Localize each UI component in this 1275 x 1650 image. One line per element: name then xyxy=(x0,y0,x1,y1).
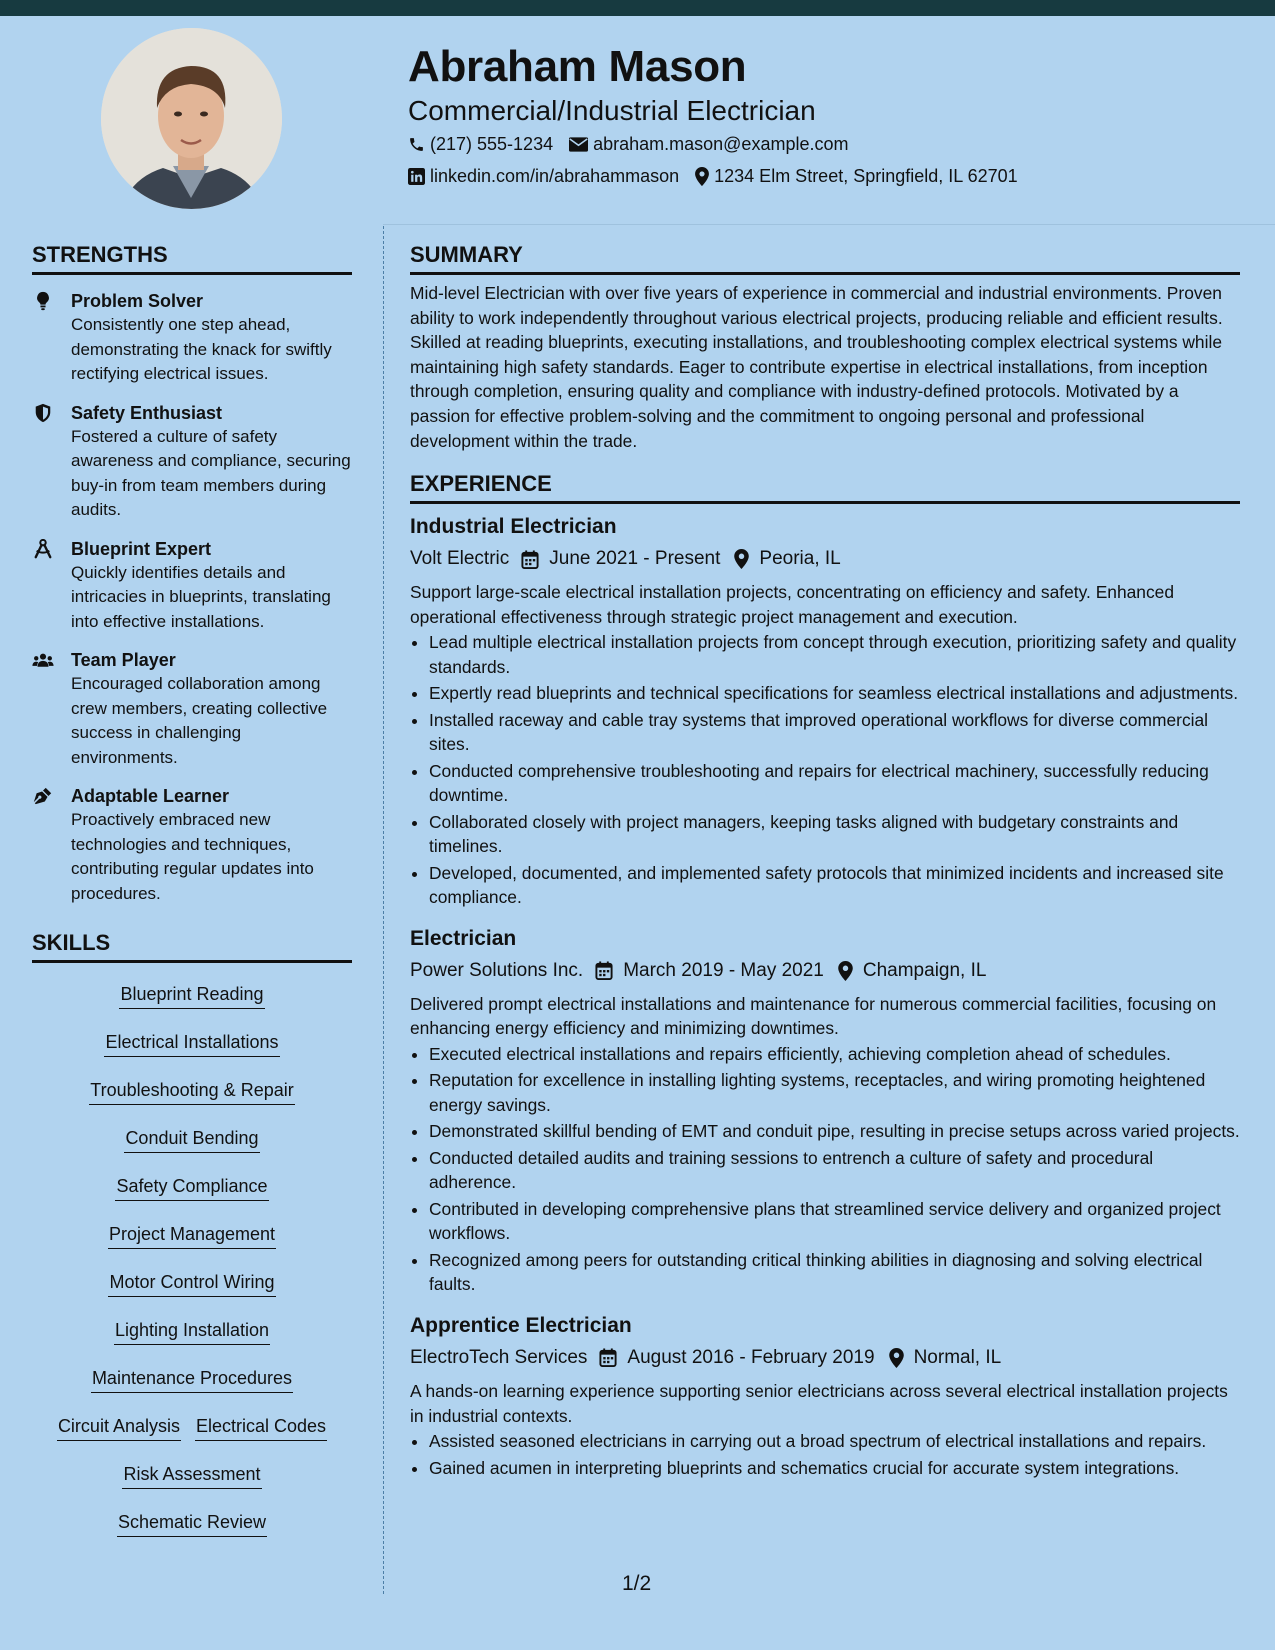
strength-title: Safety Enthusiast xyxy=(71,402,223,423)
profile-photo xyxy=(101,28,282,209)
strength-desc: Proactively embraced new technologies and techniques, contributing regular updates into procedures. xyxy=(71,810,314,903)
strength-desc: Fostered a culture of safety awareness and compliance, securing buy-in from team members during audits. xyxy=(71,426,351,519)
bullet-item: • Assisted seasoned electricians in carrying out a broad spectrum of electrical installations and repairs. xyxy=(429,1429,1240,1454)
bullet-item: • Conducted comprehensive troubleshooting and repairs for electrical machinery, successfully reducing downtime. xyxy=(429,759,1240,808)
strength-title: Problem Solver xyxy=(71,291,204,311)
strength-desc: Encouraged collaboration among crew members, creating collective success in challenging environments. xyxy=(71,674,328,767)
strength-desc: Quickly identifies details and intricacies in blueprints, translating into effective installations. xyxy=(71,562,331,631)
job-description: A hands-on learning experience supporting senior electricians across several electrical installation projects in industrial contexts. xyxy=(410,1380,1228,1426)
skill-tag: Conduit Bending xyxy=(124,1125,259,1153)
skills-heading: SKILLS xyxy=(32,930,352,963)
job-bullets xyxy=(410,1042,1240,1297)
envelope-icon xyxy=(569,137,588,152)
compass-drafting-icon xyxy=(32,539,54,559)
skills-list xyxy=(32,973,352,1549)
job-company: Power Solutions Inc. xyxy=(410,959,584,981)
summary-text: Mid-level Electrician with over five years of experience in commercial and industrial environments. Proven ability to work independently throughout various electrical projects, producing reliable and efficient results. Skilled at reading blueprints, executing installations, and troubleshooting complex electrical systems while maintaining high safety standards. Eager to contribute expertise in electrical installations, from inception through completion, ensuring quality and compliance with industry-defined protocols. Motivated by a passion for effective problem-solving and the commitment to ongoing personal and professional development within the trade. xyxy=(410,283,1223,451)
skill-tag: Safety Compliance xyxy=(115,1173,268,1201)
job-dates: March 2019 - May 2021 xyxy=(623,959,824,981)
map-pin-icon xyxy=(889,1348,904,1368)
job-entry xyxy=(410,1311,1240,1480)
strength-title: Adaptable Learner xyxy=(71,786,230,806)
email-item xyxy=(569,134,848,155)
phone-item xyxy=(408,134,553,155)
linkedin-item xyxy=(408,166,679,187)
bullet-item: • Conducted detailed audits and training sessions to entrench a culture of safety and procedural adherence. xyxy=(429,1146,1240,1195)
skill-tag: Lighting Installation xyxy=(114,1317,270,1345)
job-entry xyxy=(410,512,1240,910)
skill-tag: Schematic Review xyxy=(117,1509,267,1537)
left-column xyxy=(32,242,352,1549)
candidate-name: Abraham Mason xyxy=(408,42,747,91)
skill-tag: Motor Control Wiring xyxy=(108,1269,275,1297)
job-meta xyxy=(410,1343,1240,1373)
summary-heading: SUMMARY xyxy=(410,242,1240,275)
strength-title: Team Player xyxy=(71,650,176,670)
skill-tag: Project Management xyxy=(108,1221,276,1249)
experience-heading: EXPERIENCE xyxy=(410,471,1240,504)
users-icon xyxy=(32,650,54,670)
strength-desc: Consistently one step ahead, demonstrating the knack for swiftly rectifying electrical issues. xyxy=(71,315,332,383)
job-meta xyxy=(410,956,1240,986)
job-dates: June 2021 - Present xyxy=(549,548,721,570)
bullet-item: • Reputation for excellence in installing lighting systems, receptacles, and wiring promoting heightened energy savings. xyxy=(429,1068,1240,1117)
lightbulb-icon xyxy=(32,291,54,311)
job-company: ElectroTech Services xyxy=(410,1346,588,1368)
strengths-heading: STRENGTHS xyxy=(32,242,352,275)
bullet-item: • Gained acumen in interpreting blueprints and schematics crucial for accurate system integrations. xyxy=(429,1456,1240,1481)
email-link[interactable]: abraham.mason@example.com xyxy=(593,134,849,154)
job-meta xyxy=(410,544,1240,574)
bullet-item: • Executed electrical installations and repairs efficiently, achieving completion ahead of schedules. xyxy=(429,1042,1240,1067)
bullet-item: • Installed raceway and cable tray systems that improved operational workflows for diverse commercial sites. xyxy=(429,708,1240,757)
phone-number: (217) 555-1234 xyxy=(430,134,554,154)
skill-tag: Risk Assessment xyxy=(122,1461,261,1489)
strength-item xyxy=(32,648,352,770)
contact-row-2 xyxy=(408,166,1034,187)
address-text: 1234 Elm Street, Springfield, IL 62701 xyxy=(714,166,1018,186)
job-bullets xyxy=(410,1429,1240,1480)
job-company: Volt Electric xyxy=(410,548,510,570)
strength-item xyxy=(32,401,352,523)
map-pin-icon xyxy=(695,167,709,186)
bullet-item: • Demonstrated skillful bending of EMT and conduit pipe, resulting in precise setups across varied projects. xyxy=(429,1119,1240,1144)
job-location: Normal, IL xyxy=(913,1346,1002,1368)
job-entry xyxy=(410,924,1240,1297)
job-location: Peoria, IL xyxy=(759,548,841,570)
top-bar xyxy=(0,0,1275,16)
skill-tag: Blueprint Reading xyxy=(119,981,264,1009)
phone-icon xyxy=(408,136,425,153)
bullet-item: • Lead multiple electrical installation projects from concept through execution, prioritizing safety and quality standards. xyxy=(429,630,1240,679)
job-dates: August 2016 - February 2019 xyxy=(627,1346,875,1368)
job-title: Industrial Electrician xyxy=(410,515,617,539)
strength-item xyxy=(32,537,352,635)
linkedin-link[interactable]: linkedin.com/in/abrahammason xyxy=(430,166,680,186)
column-divider xyxy=(383,226,384,1594)
pen-nib-icon xyxy=(32,786,54,806)
strength-item xyxy=(32,784,352,906)
bullet-item: • Developed, documented, and implemented safety protocols that minimized incidents and increased site compliance. xyxy=(429,861,1240,910)
calendar-icon xyxy=(599,1348,617,1367)
page-number: 1/2 xyxy=(622,1572,652,1595)
job-title: Electrician xyxy=(410,926,517,950)
skill-tag: Troubleshooting & Repair xyxy=(89,1077,294,1105)
calendar-icon xyxy=(595,961,613,980)
strength-title: Blueprint Expert xyxy=(71,538,212,559)
calendar-icon xyxy=(521,550,539,569)
candidate-title: Commercial/Industrial Electrician xyxy=(408,95,816,126)
skill-tag: Circuit Analysis xyxy=(57,1413,181,1441)
strength-item xyxy=(32,289,352,387)
bullet-item: • Contributed in developing comprehensive plans that streamlined service delivery and organized project workflows. xyxy=(429,1197,1240,1246)
job-description: Support large-scale electrical installation projects, concentrating on efficiency and safety. Enhanced operational effectiveness through strategic project management and execution. xyxy=(410,582,1175,627)
skill-tag: Electrical Codes xyxy=(195,1413,327,1441)
address-item xyxy=(695,166,1018,187)
linkedin-icon xyxy=(408,168,425,185)
job-bullets xyxy=(410,630,1240,910)
header-divider xyxy=(383,224,1275,225)
map-pin-icon xyxy=(734,549,749,569)
bullet-item: • Expertly read blueprints and technical specifications for seamless electrical installations and adjustments. xyxy=(429,681,1240,706)
skill-tag: Electrical Installations xyxy=(104,1029,279,1057)
job-location: Champaign, IL xyxy=(862,959,987,981)
map-pin-icon xyxy=(838,961,853,981)
shield-icon xyxy=(32,403,54,423)
job-title: Apprentice Electrician xyxy=(410,1313,632,1337)
contact-row-1 xyxy=(408,134,864,155)
right-column xyxy=(410,242,1240,1482)
bullet-item: • Collaborated closely with project managers, keeping tasks aligned with budgetary constraints and timelines. xyxy=(429,810,1240,859)
bullet-item: • Recognized among peers for outstanding critical thinking abilities in diagnosing and solving electrical faults. xyxy=(429,1248,1240,1297)
skill-tag: Maintenance Procedures xyxy=(91,1365,293,1393)
job-description: Delivered prompt electrical installations and maintenance for numerous commercial facilities, focusing on enhancing energy efficiency and minimizing downtimes. xyxy=(410,993,1217,1039)
